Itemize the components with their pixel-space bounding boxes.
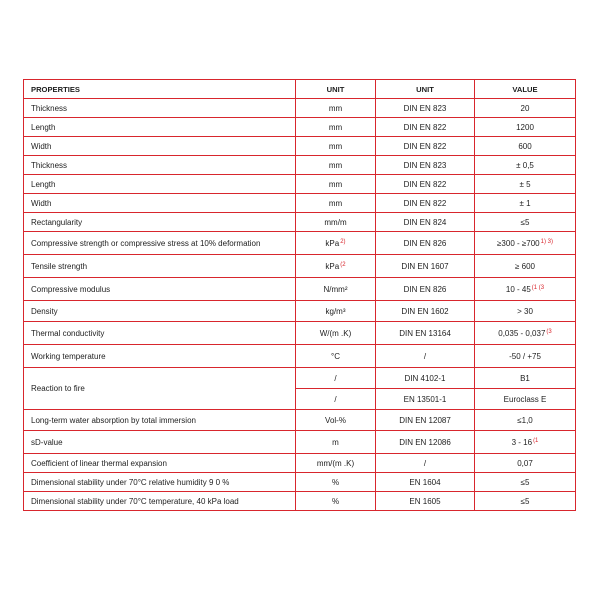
unit-cell: m [296,431,376,454]
standard-cell: DIN EN 823 [376,99,475,118]
unit-cell [296,255,376,278]
standard-cell: DIN EN 822 [376,194,475,213]
property-cell: Length [24,118,296,137]
standard-cell: DIN EN 12087 [376,410,475,431]
header-value: VALUE [475,80,576,99]
footnote-marker: (3 [546,328,552,335]
footnote-marker: (1 (3 [531,284,545,291]
table-row [24,345,576,368]
value-cell: ± 1 [475,194,576,213]
property-cell: Width [24,194,296,213]
property-cell: Compressive modulus [24,278,296,301]
table-row [24,410,576,431]
header-properties: PROPERTIES [24,80,296,99]
value-text: 10 - 45 [505,284,531,294]
value-cell: 20 [475,99,576,118]
standard-cell: DIN EN 822 [376,175,475,194]
property-cell: sD-value [24,431,296,454]
unit-text: kPa [325,261,340,271]
table-row [24,175,576,194]
table-row [24,156,576,175]
table-row [24,194,576,213]
value-cell: ≥ 600 [475,255,576,278]
value-cell [475,322,576,345]
property-cell: Length [24,175,296,194]
property-cell: Thickness [24,156,296,175]
table-row [24,492,576,511]
table-row [24,368,576,389]
standard-cell: DIN EN 822 [376,137,475,156]
standard-cell: EN 13501-1 [376,389,475,410]
unit-cell: / [296,389,376,410]
unit-cell: mm/(m .K) [296,454,376,473]
value-cell [475,431,576,454]
unit-cell: °C [296,345,376,368]
standard-cell: DIN 4102-1 [376,368,475,389]
value-text: 3 - 16 [511,437,533,447]
property-cell: Width [24,137,296,156]
standard-cell: DIN EN 1602 [376,301,475,322]
property-cell: Rectangularity [24,213,296,232]
table-row [24,301,576,322]
value-text: ≥300 - ≥700 [497,238,540,248]
table-row [24,99,576,118]
standard-cell: DIN EN 822 [376,118,475,137]
value-cell: 1200 [475,118,576,137]
value-text: 0,035 - 0,037 [498,328,546,338]
table-row [24,118,576,137]
property-cell: Long-term water absorption by total immersion [24,410,296,431]
standard-cell: / [376,345,475,368]
unit-cell: % [296,492,376,511]
value-cell: 600 [475,137,576,156]
standard-cell: EN 1604 [376,473,475,492]
table-row [24,431,576,454]
value-cell: 0,07 [475,454,576,473]
standard-cell: DIN EN 824 [376,213,475,232]
value-cell: ± 5 [475,175,576,194]
unit-cell: W/(m .K) [296,322,376,345]
property-cell: Dimensional stability under 70°C relative humidity 9 0 % [24,473,296,492]
header-unit: UNIT [296,80,376,99]
property-cell: Thickness [24,99,296,118]
unit-cell: mm [296,118,376,137]
property-cell: Thermal conductivity [24,322,296,345]
value-cell: > 30 [475,301,576,322]
property-cell: Reaction to fire [24,368,296,410]
property-cell: Dimensional stability under 70°C temperature, 40 kPa load [24,492,296,511]
value-cell: ± 0,5 [475,156,576,175]
value-cell: ≤5 [475,473,576,492]
standard-cell: EN 1605 [376,492,475,511]
property-cell: Compressive strength or compressive stress at 10% deformation [24,232,296,255]
unit-cell: mm [296,194,376,213]
header-standard: UNIT [376,80,475,99]
value-cell: B1 [475,368,576,389]
table-row [24,473,576,492]
value-cell: ≤5 [475,492,576,511]
value-cell [475,232,576,255]
standard-cell: DIN EN 826 [376,278,475,301]
unit-cell: Vol-% [296,410,376,431]
footnote-marker: 1) 3) [540,238,553,245]
value-cell: Euroclass E [475,389,576,410]
unit-text: kPa [325,238,340,248]
table-header-row [24,80,576,99]
table-row [24,322,576,345]
unit-cell: kg/m³ [296,301,376,322]
unit-cell: % [296,473,376,492]
footnote-marker: (2 [340,261,346,268]
value-cell: ≤1,0 [475,410,576,431]
unit-cell: mm [296,156,376,175]
value-cell: ≤5 [475,213,576,232]
table-row [24,454,576,473]
table-row [24,137,576,156]
standard-cell: DIN EN 12086 [376,431,475,454]
properties-table [23,79,576,511]
table-row [24,255,576,278]
property-cell: Coefficient of linear thermal expansion [24,454,296,473]
property-cell: Working temperature [24,345,296,368]
property-cell: Density [24,301,296,322]
standard-cell: DIN EN 1607 [376,255,475,278]
unit-cell [296,232,376,255]
standard-cell: / [376,454,475,473]
standard-cell: DIN EN 13164 [376,322,475,345]
unit-cell: mm [296,99,376,118]
property-cell: Tensile strength [24,255,296,278]
value-cell [475,278,576,301]
unit-cell: / [296,368,376,389]
footnote-marker: (1 [533,437,539,444]
unit-cell: mm [296,137,376,156]
table-row [24,232,576,255]
table-row [24,213,576,232]
standard-cell: DIN EN 823 [376,156,475,175]
unit-cell: N/mm² [296,278,376,301]
unit-cell: mm/m [296,213,376,232]
unit-cell: mm [296,175,376,194]
footnote-marker: 2) [340,238,346,245]
standard-cell: DIN EN 826 [376,232,475,255]
value-cell: -50 / +75 [475,345,576,368]
table-row [24,278,576,301]
